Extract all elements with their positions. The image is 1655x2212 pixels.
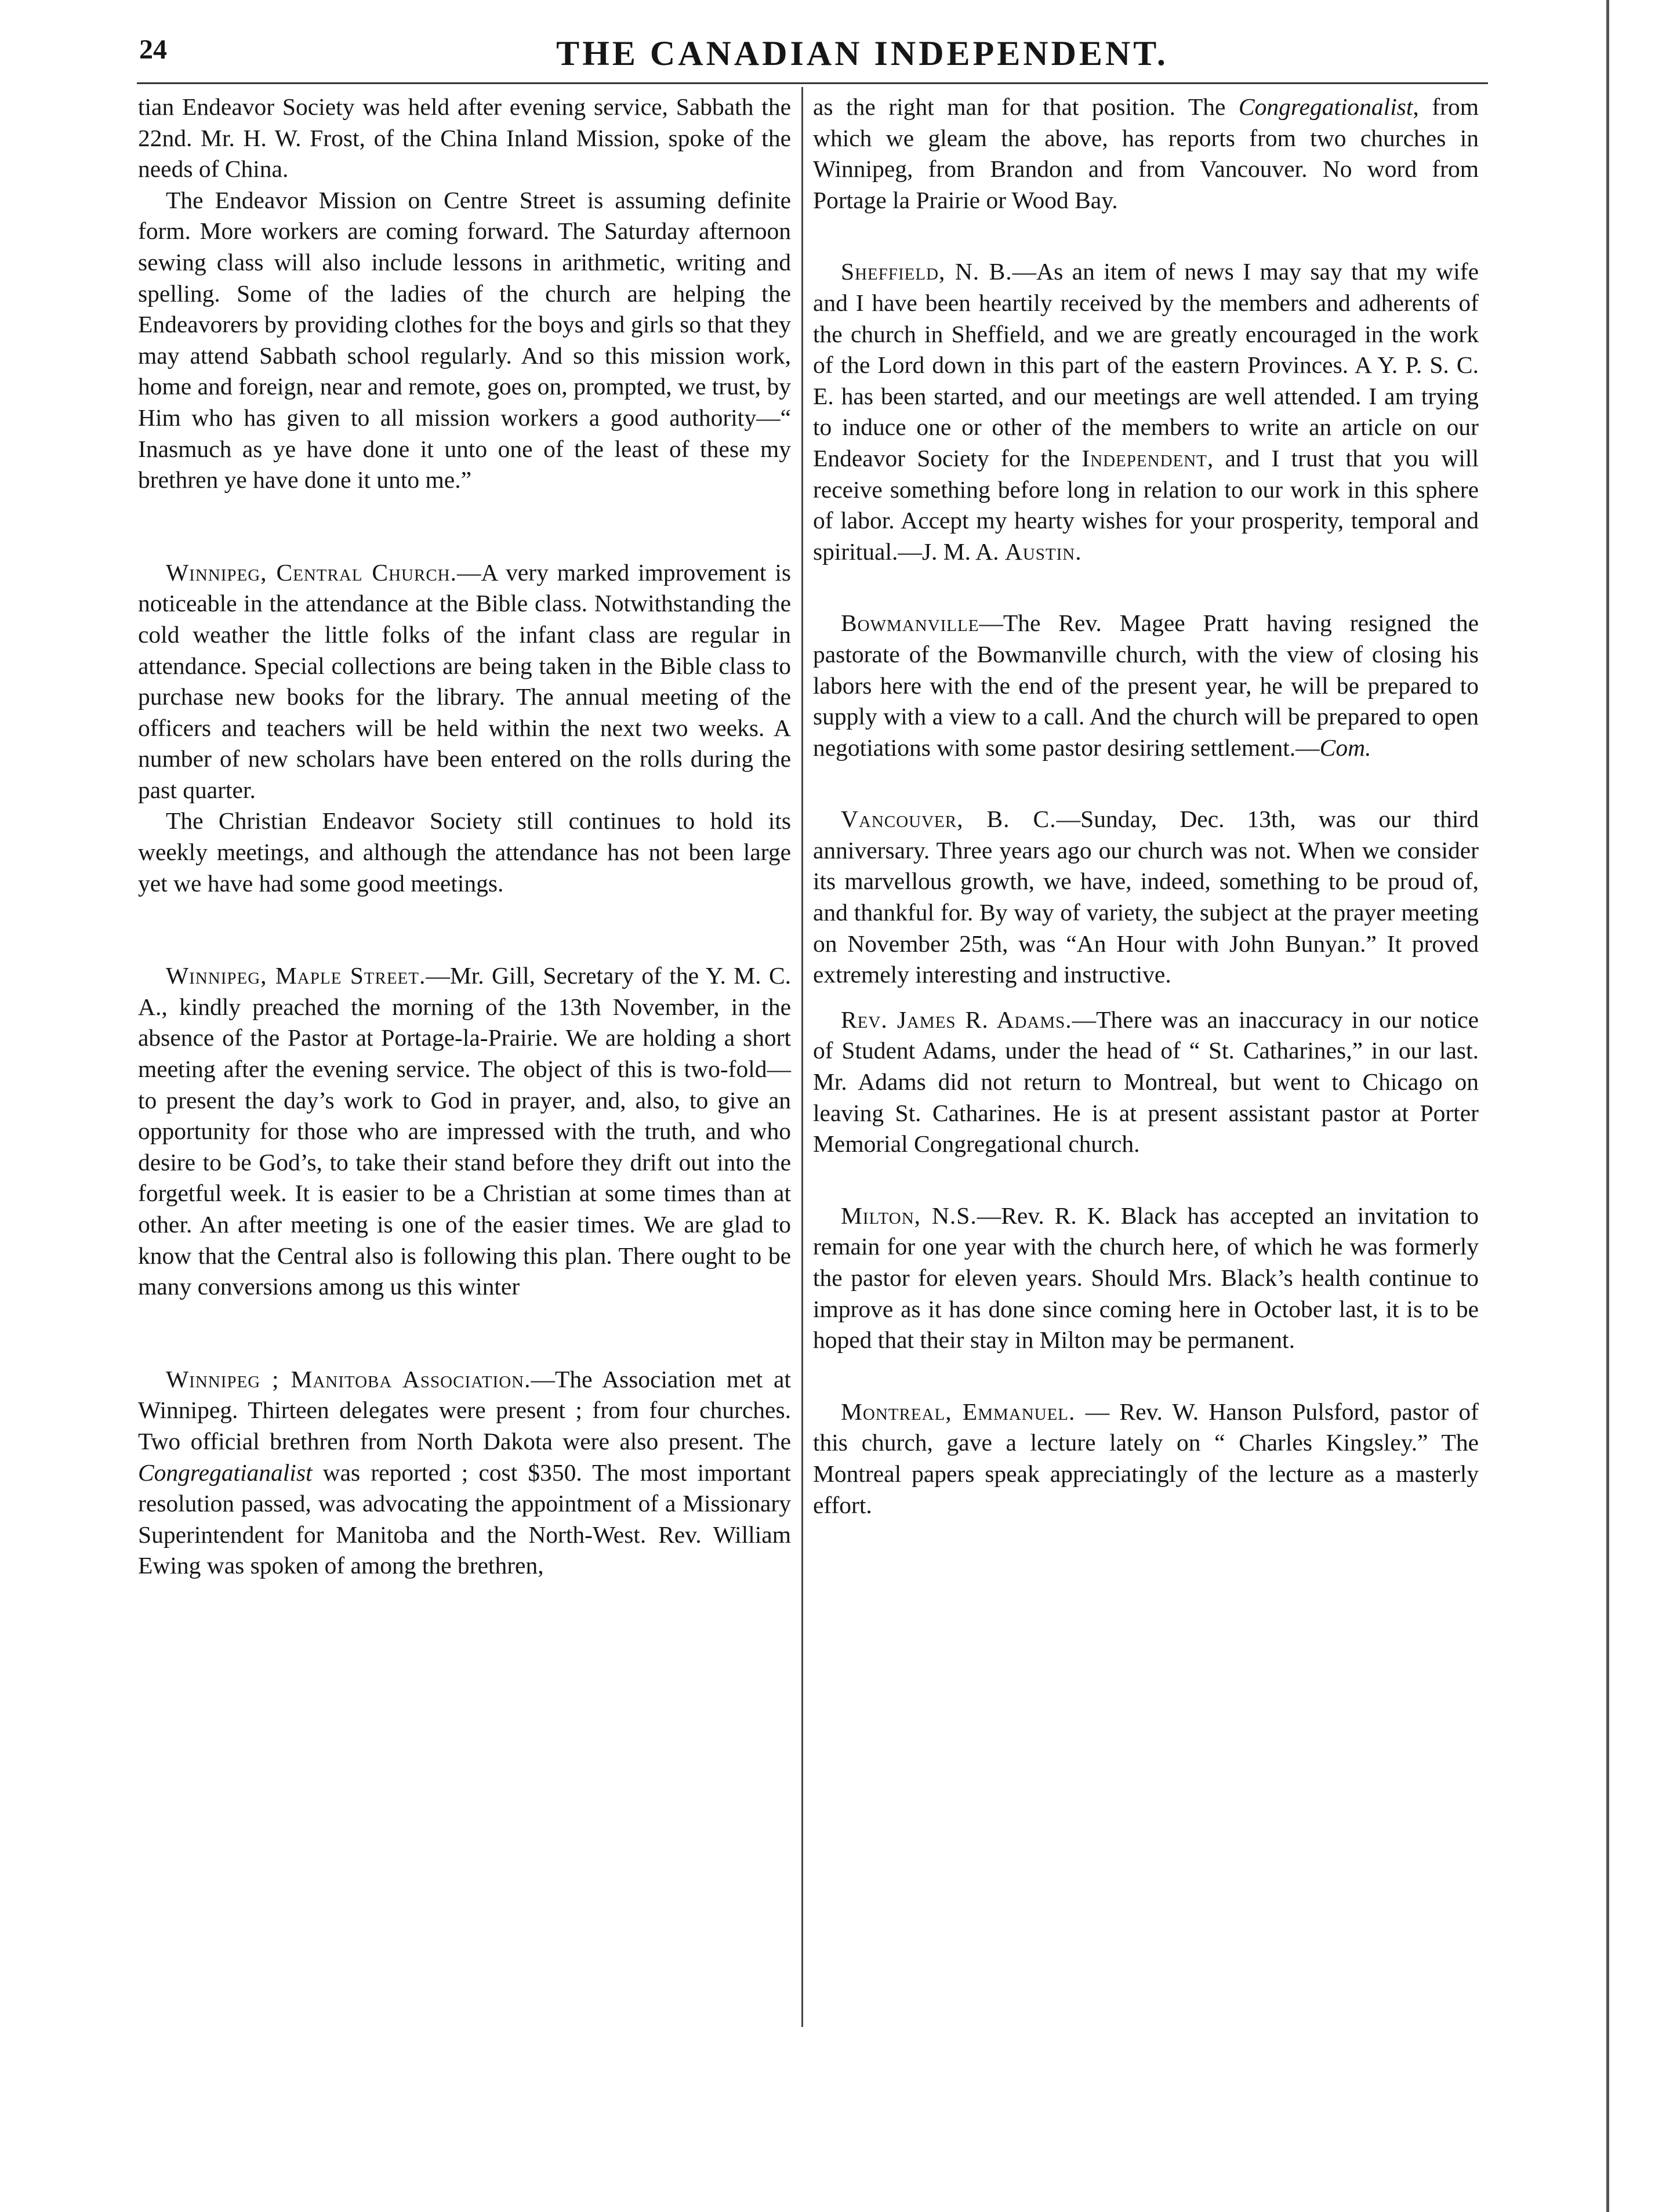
article-heading: Milton, N.S. xyxy=(841,1202,977,1229)
article-body: , from which we gleam the above, has reports from two churches in Winnipeg, from Brandon and from Vancouver. No word from Portage la Prairie or Wood Bay. xyxy=(813,93,1479,213)
article-heading: Bowmanville xyxy=(841,610,979,637)
article-body: — Rev. W. Hanson Pulsford, pastor of this church, gave a lecture lately on “ Charles Kingsley.” The Montreal papers speak appreciatingly of the lecture as a masterly effort. xyxy=(813,1398,1479,1518)
article-heading: Rev. James R. Adams. xyxy=(841,1006,1072,1033)
article-body: , and I trust that you will receive something before long in relation to our work in this sphere of labor. Accept my hearty wishes for your prosperity, temporal and spiritual.—J. M. A. xyxy=(813,444,1479,565)
periodical-title: Congregationalist xyxy=(1238,93,1413,120)
article-milton xyxy=(813,1201,1479,1356)
article-body: —Sunday, Dec. 13th, was our third anniversary. Three years ago our church was not. When we consider its marvellous growth, we have, indeed, something to be proud of, and thankful for. By way of variety, the subject at the prayer meeting on November 25th, was “An Hour with John Bunyan.” It proved extremely interesting and instructive. xyxy=(813,806,1479,988)
article-heading: Winnipeg, Central Church. xyxy=(166,559,457,586)
article-winnipeg-maple-street xyxy=(138,960,791,1303)
endeavor-mission-paragraph: The Endeavor Mission on Centre Street is assuming definite form. More workers are coming forward. The Saturday afternoon sewing class will also include lessons in arithmetic, writing and spelling. Some of the ladies of the church are helping the Endeavorers by providing clothes for the boys and girls so that they may attend Sabbath school regularly. And so this mission work, home and foreign, near and remote, goes on, prompted, we trust, by Him who has given to all mission workers a good authority—“ Inasmuch as ye have done it unto one of the least of these my brethren ye have done it unto me.” xyxy=(138,186,791,494)
article-body: was reported ; cost $350. The most important resolution passed, was advocating the appointment of a Missionary Superintendent for Manitoba and the North-West. Rev. William Ewing was spoken of among the brethren, xyxy=(138,1459,791,1579)
article-sheffield xyxy=(813,256,1479,567)
article-heading: Winnipeg, Maple Street. xyxy=(166,962,426,989)
article-vancouver xyxy=(813,804,1479,991)
left-column xyxy=(138,92,791,1582)
article-montreal-emmanuel xyxy=(813,1397,1479,1521)
right-column xyxy=(813,92,1479,1521)
continued-paragraph: tian Endeavor Society was held after evening service, Sabbath the 22nd. Mr. H. W. Frost, of the China Inland Mission, spoke of the needs of China. xyxy=(138,93,791,183)
article-heading: Winnipeg ; Manitoba Association. xyxy=(166,1365,531,1393)
article-manitoba-association xyxy=(138,1364,791,1582)
page-number: 24 xyxy=(139,34,167,65)
article-body: —The Rev. Magee Pratt having resigned the pastorate of the Bowmanville church, with the view of closing his labors here with the end of the present year, he will be prepared to supply with a view to a call. And the church will be prepared to open negotiations with some pastor desiring settlement.— xyxy=(813,610,1479,761)
article-body: —Mr. Gill, Secretary of the Y. M. C. A., kindly preached the morning of the 13th November, in the absence of the Pastor at Portage-la-Prairie. We are holding a short meeting after the evening service. The object of this is two-fold—to present the day’s work to God in prayer, and, also, to give an opportunity for those who are impressed with the truth, and who desire to be God’s, to take their stand before they drift out into the forgetful week. It is easier to be a Christian at some times than at other. An after meeting is one of the easier times. We are glad to know that the Central also is following this plan. There ought to be many conversions among us this winter xyxy=(138,962,791,1300)
article-winnipeg-central xyxy=(138,557,791,806)
article-bowmanville xyxy=(813,608,1479,763)
header-rule xyxy=(137,82,1488,84)
author-signature: Com. xyxy=(1319,734,1371,761)
article-body: —Rev. R. K. Black has accepted an invitation to remain for one year with the church here, of which he was formerly the pastor for eleven years. Should Mrs. Black’s health continue to improve as it has done since coming here in October last, it is to be hoped that their stay in Milton may be permanent. xyxy=(813,1202,1479,1354)
article-heading: Montreal, Emmanuel. xyxy=(841,1398,1076,1425)
column-divider xyxy=(801,87,803,2027)
article-body: —There was an inaccuracy in our notice of Student Adams, under the head of “ St. Catharines,” in our last. Mr. Adams did not return to Montreal, but went to Chicago on leaving St. Catharines. He is at present assistant pastor at Porter Memorial Congregational church. xyxy=(813,1006,1479,1158)
article-heading: Sheffield, N. B. xyxy=(841,258,1012,285)
article-heading: Vancouver, B. C. xyxy=(841,806,1057,833)
article-rev-james-adams xyxy=(813,1005,1479,1160)
periodical-title: Congregatianalist xyxy=(138,1459,313,1486)
article-body: —A very marked improvement is noticeable in the attendance at the Bible class. Notwithstanding the cold weather the little folks of the infant class are regular in attendance. Special collections are being taken in the Bible class to purchase new books for the library. The annual meeting of the officers and teachers will be held within the next two weeks. A number of new scholars have been entered on the rolls during the past quarter. xyxy=(138,559,791,803)
periodical-title: Independent xyxy=(1081,444,1207,472)
article-winnipeg-central-continued: The Christian Endeavor Society still continues to hold its weekly meetings, and although the attendance has not been large yet we have had some good meetings. xyxy=(138,807,791,897)
author-signature: Austin. xyxy=(1004,538,1082,565)
article-body: —The Association met at Winnipeg. Thirteen delegates were present ; from four churches. Two official brethren from North Dakota were also present. The xyxy=(138,1365,791,1455)
page-edge-rule xyxy=(1606,0,1609,2212)
continued-paragraph xyxy=(813,92,1479,216)
article-body: —As an item of news I may say that my wife and I have been heartily received by the members and adherents of the church in Sheffield, and we are greatly encouraged in the work of the Lord down in this part of the eastern Provinces. A Y. P. S. C. E. has been started, and our meetings are well attended. I am trying to induce one or other of the members to write an article on our Endeavor Society for the xyxy=(813,258,1479,472)
article-body: as the right man for that position. The xyxy=(813,93,1239,120)
running-title: THE CANADIAN INDEPENDENT. xyxy=(556,34,1168,72)
